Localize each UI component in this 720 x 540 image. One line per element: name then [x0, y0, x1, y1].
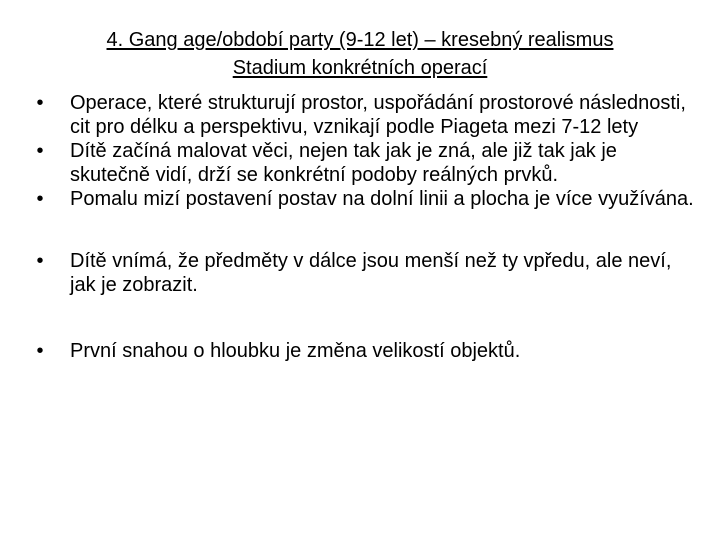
bullet-item: [30, 139, 700, 187]
bullet-text: Operace, které strukturují prostor, uspořádání prostorové následnosti, cit pro délku a perspektivu, vznikají podle Piageta mezi 7-12 lety: [70, 92, 686, 138]
bullet-icon: •: [36, 140, 44, 162]
bullet-item: [30, 249, 700, 297]
bullet-item: [30, 91, 700, 139]
bullet-text: První snahou o hloubku je změna velikostí objektů.: [70, 340, 521, 362]
bullet-text: Dítě vnímá, že předměty v dálce jsou menší než ty vpředu, ale neví, jak je zobrazit.: [70, 250, 672, 296]
bullet-text: Pomalu mizí postavení postav na dolní linii a plocha je více využívána.: [70, 188, 694, 210]
bullet-icon: •: [36, 92, 44, 114]
bullet-icon: •: [36, 188, 44, 210]
slide-title-line-2: Stadium konkrétních operací: [232, 57, 488, 79]
slide-title: [20, 26, 700, 82]
bullet-text: Dítě začíná malovat věci, nejen tak jak je zná, ale již tak jak je skutečně vidí, drží se konkrétní podoby reálných prvků.: [70, 140, 617, 186]
bullet-icon: •: [36, 250, 44, 272]
bullet-item: [30, 339, 700, 363]
bullet-icon: •: [36, 340, 44, 362]
slide-title-line-1: 4. Gang age/období party (9-12 let) – kresebný realismus: [106, 29, 614, 51]
bullet-list: [30, 91, 700, 363]
bullet-item: [30, 187, 700, 211]
